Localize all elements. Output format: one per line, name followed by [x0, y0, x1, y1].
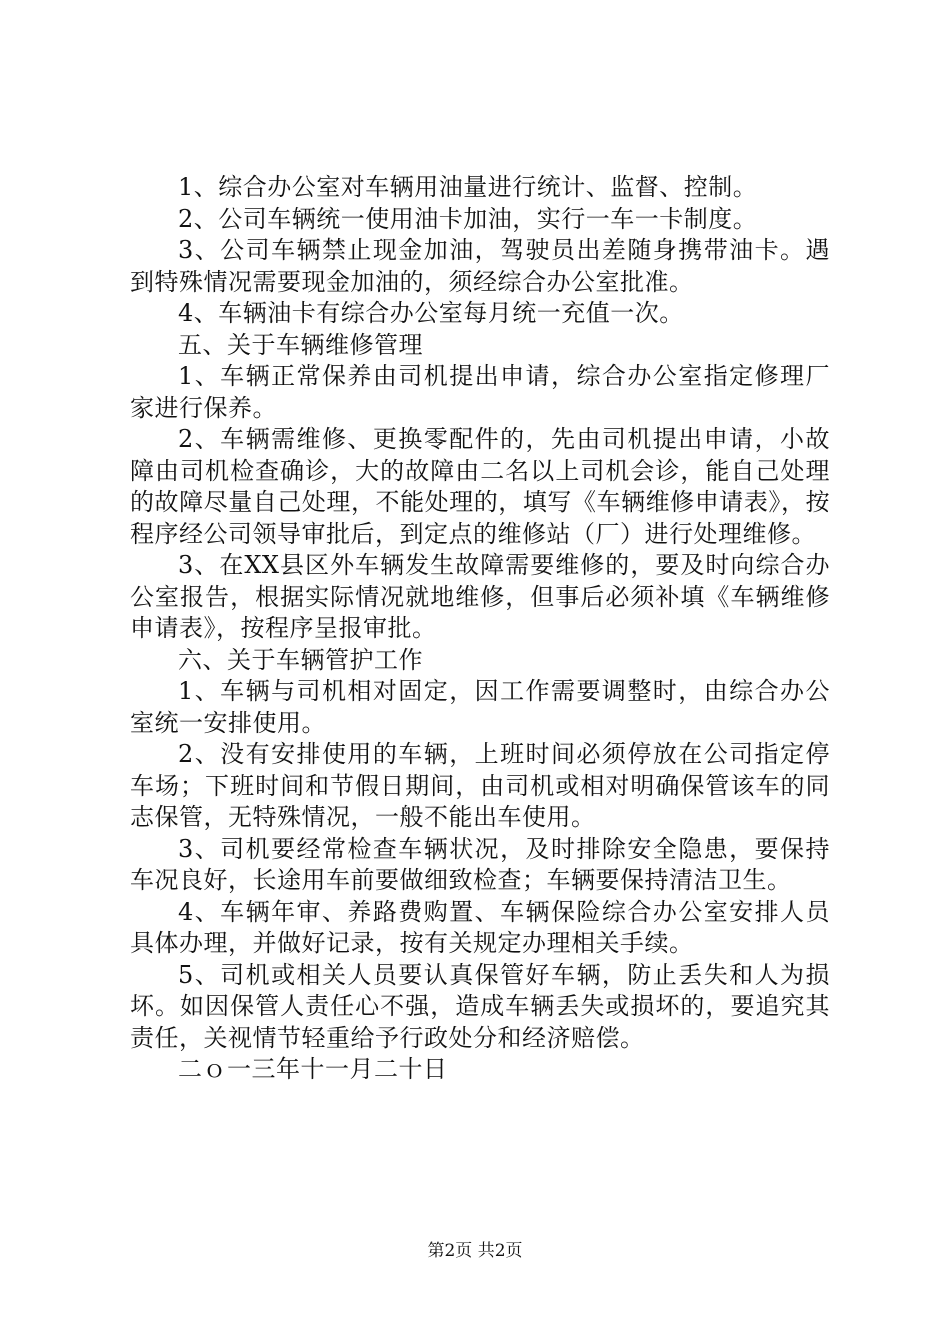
paragraph-fuel-statistics: 1、综合办公室对车辆用油量进行统计、监督、控制。	[178, 173, 758, 201]
paragraph-parking-rules: 2、没有安排使用的车辆，上班时间必须停放在公司指定停车场；下班时间和节假日期间，由司机或相对明确保管该车的同志保管，无特殊情况，一般不能出车使用。	[130, 740, 830, 831]
paragraph-out-of-area-repair: 3、在XX县区外车辆发生故障需要维修的，要及时向综合办公室报告，根据实际情况就地维修，但事后必须补填《车辆维修申请表》，按程序呈报审批。	[130, 551, 830, 642]
page-footer: 第2页 共2页	[427, 1241, 523, 1261]
paragraph-regular-service: 1、车辆正常保养由司机提出申请，综合办公室指定修理厂家进行保养。	[130, 362, 830, 422]
document-body	[130, 172, 830, 1086]
paragraph-repair-procedure: 2、车辆需维修、更换零配件的，先由司机提出申请，小故障由司机检查确诊，大的故障由二名以上司机会诊，能自己处理的故障尽量自己处理，不能处理的，填写《车辆维修申请表》，按程序经公司领导审批后，到定点的维修站（厂）进行处理维修。	[130, 425, 830, 548]
paragraph-inspection: 3、司机要经常检查车辆状况，及时排除安全隐患，要保持车况良好，长途用车前要做细致检查；车辆要保持清洁卫生。	[130, 834, 830, 894]
section-heading-maintenance: 五、关于车辆维修管理	[178, 330, 423, 359]
paragraph-no-cash-fuel: 3、公司车辆禁止现金加油，驾驶员出差随身携带油卡。遇到特殊情况需要现金加油的，须经综合办公室批准。	[130, 236, 830, 296]
paragraph-responsibility: 5、司机或相关人员要认真保管好车辆，防止丢失和人为损坏。如因保管人责任心不强，造成车辆丢失或损坏的，要追究其责任，关视情节轻重给予行政处分和经济赔偿。	[130, 960, 830, 1052]
paragraph-monthly-recharge: 4、车辆油卡有综合办公室每月统一充值一次。	[178, 299, 684, 327]
paragraph-annual-review: 4、车辆年审、养路费购置、车辆保险综合办公室安排人员具体办理，并做好记录，按有关规定办理相关手续。	[130, 897, 830, 957]
section-heading-vehicle-care: 六、关于车辆管护工作	[178, 645, 423, 674]
paragraph-driver-assignment: 1、车辆与司机相对固定，因工作需要调整时，由综合办公室统一安排使用。	[130, 677, 830, 737]
paragraph-fuel-card: 2、公司车辆统一使用油卡加油，实行一车一卡制度。	[178, 204, 758, 233]
document-date: 二ｏ一三年十一月二十日	[178, 1055, 448, 1083]
